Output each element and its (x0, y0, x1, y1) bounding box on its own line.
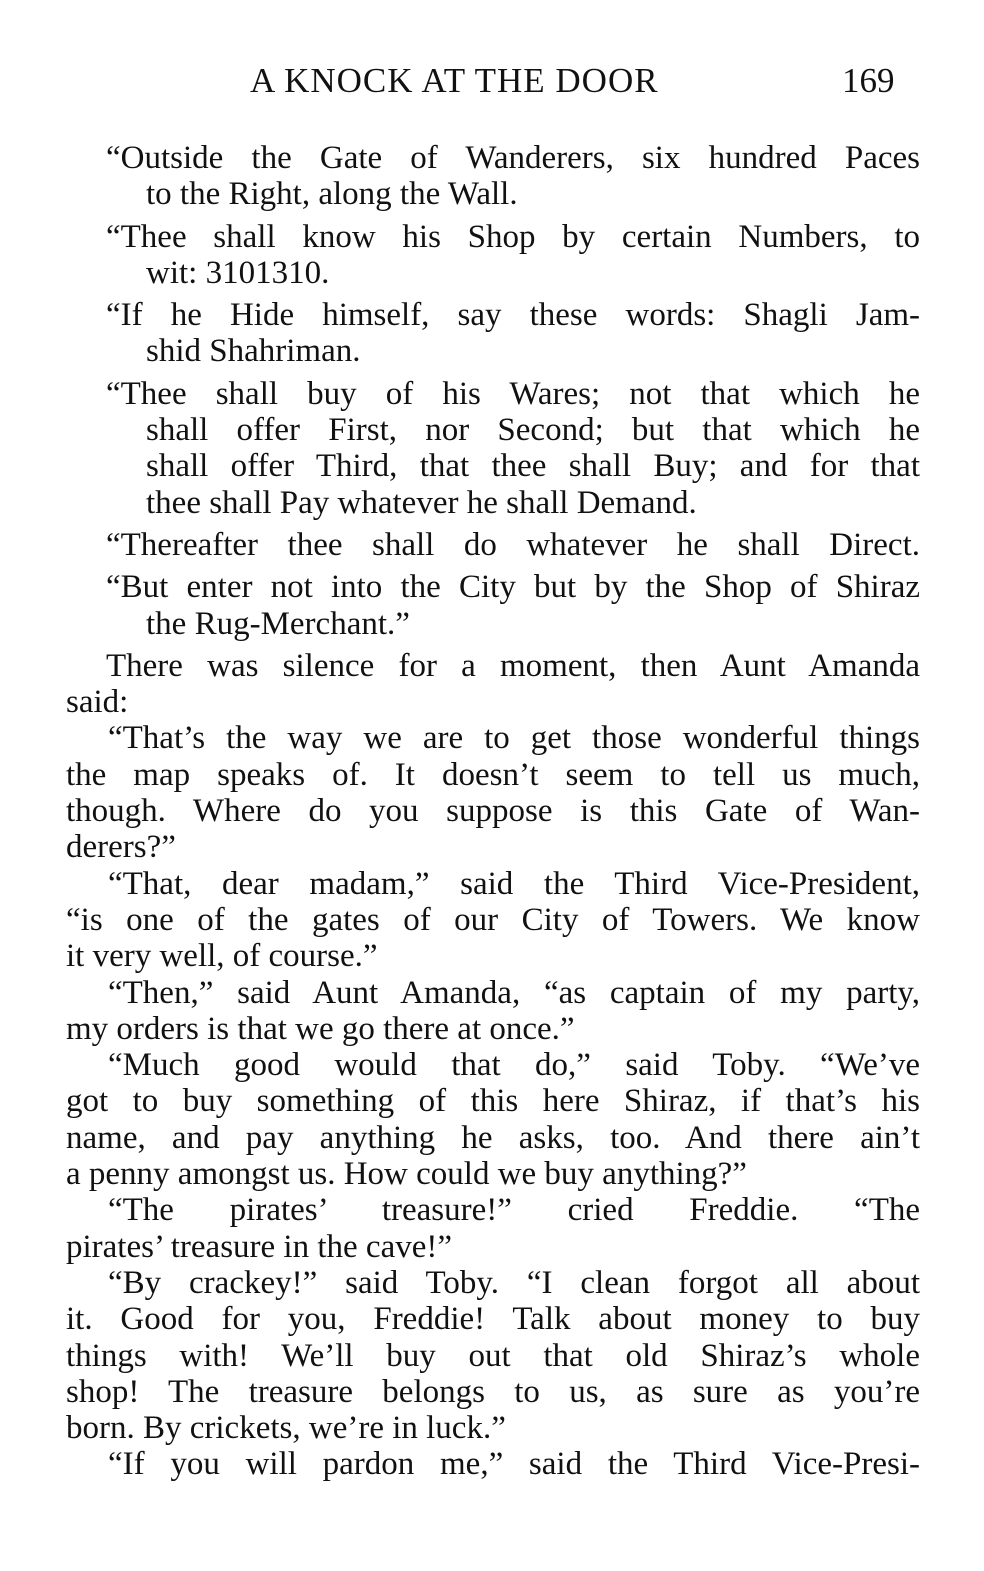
text-line: the Rug-Merchant.” (146, 605, 410, 642)
text-line: said: (66, 684, 129, 721)
text-line: shop! The treasure belongs to us, as sure as you’re (66, 1373, 920, 1410)
text-line: thee shall Pay whatever he shall Demand. (146, 484, 697, 521)
text-line: it. Good for you, Freddie! Talk about money to buy (66, 1301, 920, 1338)
running-head-title: A KNOCK AT THE DOOR (250, 61, 659, 100)
text-line: name, and pay anything he asks, too. And there ain’t (66, 1119, 920, 1156)
text-line: “The pirates’ treasure!” cried Freddie. “The (108, 1192, 920, 1229)
text-line: “is one of the gates of our City of Towers. We know (66, 901, 920, 938)
text-line: “That’s the way we are to get those wonderful things (108, 720, 920, 757)
text-line: “Then,” said Aunt Amanda, “as captain of my party, (108, 974, 920, 1011)
text-line: shall offer First, nor Second; but that which he (146, 412, 920, 449)
text-line: things with! We’ll buy out that old Shiraz’s whole (66, 1337, 920, 1374)
body-text (66, 140, 920, 1483)
text-line: “If he Hide himself, say these words: Shagli Jam- (106, 297, 920, 334)
text-line: got to buy something of this here Shiraz, if that’s his (66, 1083, 920, 1120)
text-line: “Thee shall buy of his Wares; not that which he (106, 375, 920, 412)
page-number: 169 (842, 61, 895, 100)
text-line: “But enter not into the City but by the Shop of Shiraz (106, 569, 920, 606)
text-line: derers?” (66, 829, 176, 866)
text-line: “That, dear madam,” said the Third Vice-President, (108, 865, 920, 902)
text-line: wit: 3101310. (146, 254, 330, 291)
text-line: “If you will pardon me,” said the Third Vice-Presi- (108, 1446, 920, 1483)
text-line: “Thereafter thee shall do whatever he shall Direct. (106, 526, 920, 563)
text-line: shid Shahriman. (146, 333, 361, 370)
text-line: “Thee shall know his Shop by certain Numbers, to (106, 218, 920, 255)
text-line: to the Right, along the Wall. (146, 176, 518, 213)
text-line: a penny amongst us. How could we buy anything?” (66, 1156, 747, 1193)
text-line: pirates’ treasure in the cave!” (66, 1228, 452, 1265)
text-line: There was silence for a moment, then Aunt Amanda (106, 647, 920, 684)
text-line: my orders is that we go there at once.” (66, 1010, 575, 1047)
text-line: “Outside the Gate of Wanderers, six hundred Paces (106, 140, 920, 176)
text-line: though. Where do you suppose is this Gate of Wan- (66, 793, 920, 830)
text-line: “By crackey!” said Toby. “I clean forgot all about (108, 1264, 920, 1301)
text-line: “Much good would that do,” said Toby. “We’ve (108, 1047, 920, 1084)
text-line: the map speaks of. It doesn’t seem to tell us much, (66, 756, 920, 793)
text-line: shall offer Third, that thee shall Buy; and for that (146, 448, 920, 485)
text-line: born. By crickets, we’re in luck.” (66, 1410, 506, 1447)
text-line: it very well, of course.” (66, 938, 378, 975)
